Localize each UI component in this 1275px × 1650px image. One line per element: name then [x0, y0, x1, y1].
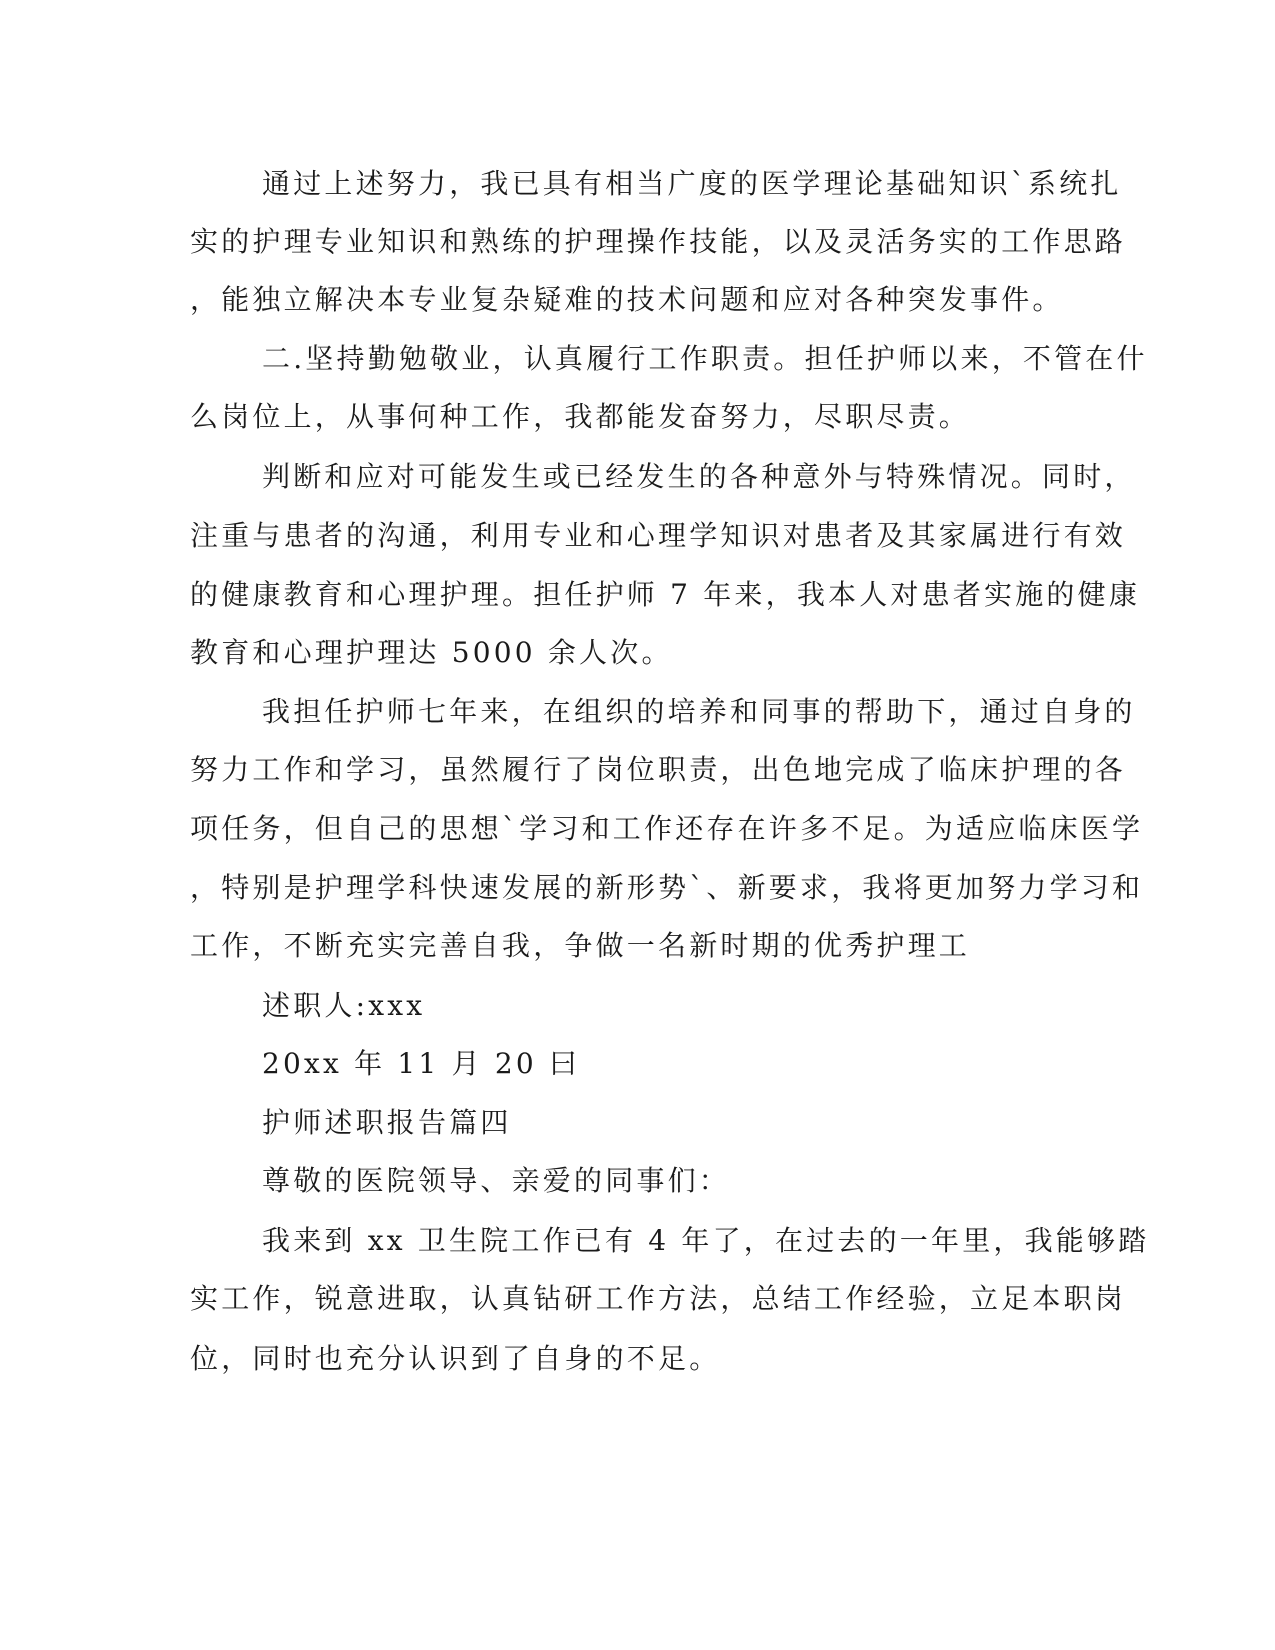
salutation-line: 尊敬的医院领导、亲爱的同事们： [262, 1164, 731, 1197]
text-line: 通过上述努力，我已具有相当广度的医学理论基础知识`系统扎 [262, 167, 1122, 200]
text-line: 注重与患者的沟通，利用专业和心理学知识对患者及其家属进行有效 [190, 519, 1127, 552]
text-line: 项任务，但自己的思想`学习和工作还存在许多不足。为适应临床医学 [190, 812, 1144, 845]
text-line: 实工作，锐意进取，认真钻研工作方法，总结工作经验，立足本职岗 [190, 1282, 1127, 1315]
text-line: 教育和心理护理达 5000 余人次。 [190, 636, 673, 669]
text-line: 么岗位上，从事何种工作，我都能发奋努力，尽职尽责。 [190, 400, 971, 433]
text-line: ，特别是护理学科快速发展的新形势`、新要求，我将更加努力学习和 [190, 871, 1144, 904]
text-line: 的健康教育和心理护理。担任护师 7 年来，我本人对患者实施的健康 [190, 578, 1141, 611]
text-line: ，能独立解决本专业复杂疑难的技术问题和应对各种突发事件。 [190, 283, 1064, 316]
text-line: 努力工作和学习，虽然履行了岗位职责，出色地完成了临床护理的各 [190, 753, 1127, 786]
date-line: 20xx 年 11 月 20 曰 [262, 1047, 581, 1080]
text-line: 我来到 xx 卫生院工作已有 4 年了，在过去的一年里，我能够踏 [262, 1224, 1150, 1257]
text-line: 实的护理专业知识和熟练的护理操作技能，以及灵活务实的工作思路 [190, 225, 1127, 258]
text-line: 二.坚持勤勉敬业，认真履行工作职责。担任护师以来，不管在什 [262, 342, 1148, 375]
text-line: 判断和应对可能发生或已经发生的各种意外与特殊情况。同时， [262, 460, 1136, 493]
signature-line: 述职人:xxx [262, 989, 426, 1022]
text-line: 我担任护师七年来，在组织的培养和同事的帮助下，通过自身的 [262, 695, 1136, 728]
text-line: 位，同时也充分认识到了自身的不足。 [190, 1342, 721, 1375]
section-heading: 护师述职报告篇四 [262, 1106, 512, 1139]
text-line: 工作，不断充实完善自我，争做一名新时期的优秀护理工 [190, 929, 971, 962]
